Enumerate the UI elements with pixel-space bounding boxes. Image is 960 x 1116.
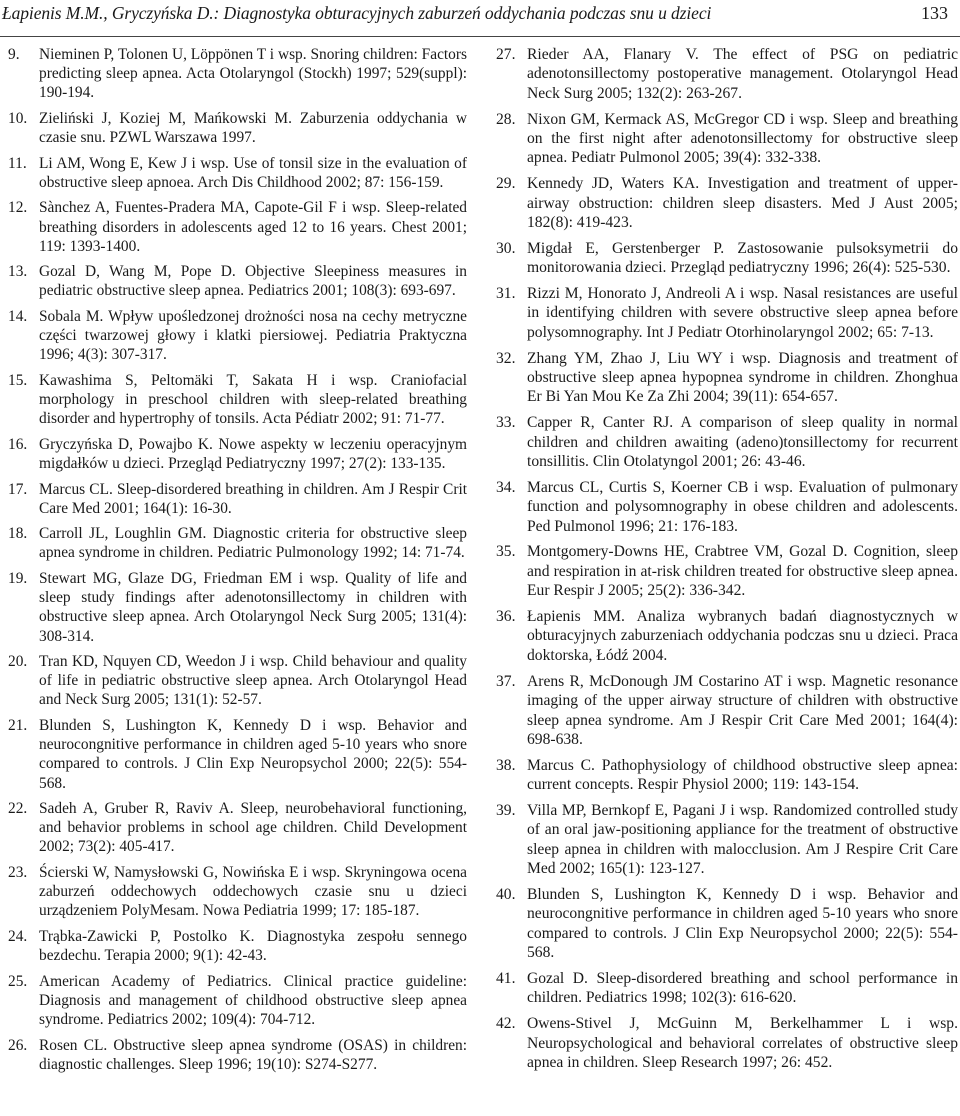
reference-item bbox=[8, 45, 467, 103]
reference-text: Capper R, Canter RJ. A comparison of sleep quality in normal children and children awaiting (adeno)tonsillectomy for recurrent tonsillitis. Clin Otolatyngol 2001; 26: 43-46. bbox=[527, 414, 958, 471]
reference-item bbox=[496, 413, 958, 471]
reference-item bbox=[496, 885, 958, 963]
reference-item bbox=[8, 1036, 467, 1074]
reference-number: 16. bbox=[8, 435, 28, 453]
reference-text: Zhang YM, Zhao J, Liu WY i wsp. Diagnosis and treatment of obstructive sleep apnea hypopnea syndrome in children. Zhonghua Er Bi Yan Mou Ke Za Zhi 2004; 39(11): 654-657. bbox=[527, 349, 958, 406]
reference-text: Nixon GM, Kermack AS, McGregor CD i wsp. Sleep and breathing on the first night after adenotonsillectomy for obstructive sleep apnea. Pediatr Pulmonol 2005; 39(4): 332-338. bbox=[527, 110, 958, 167]
reference-number: 24. bbox=[8, 927, 28, 945]
reference-item bbox=[8, 716, 467, 793]
reference-number: 17. bbox=[8, 480, 28, 498]
reference-text: Sobala M. Wpływ upośledzonej drożności nosa na cechy metryczne części twarzowej głowy i klatki piersiowej. Pediatria Praktyczna 1996; 4(3): 307-317. bbox=[39, 308, 467, 364]
reference-number: 42. bbox=[496, 1015, 516, 1033]
reference-text: Carroll JL, Loughlin GM. Diagnostic criteria for obstructive sleep apnea syndrome in children. Pediatric Pulmonology 1992; 14: 71-74. bbox=[39, 525, 467, 562]
reference-text: Owens-Stivel J, McGuinn M, Berkelhammer L i wsp. Neuropsychological and behavioral correlates of obstructive sleep apnea in children. Sleep Research 1997; 26: 452. bbox=[527, 1015, 958, 1071]
running-title: Łapienis M.M., Gryczyńska D.: Diagnostyka obturacyjnych zaburzeń oddychania podczas snu u dzieci bbox=[2, 3, 712, 23]
reference-number: 18. bbox=[8, 525, 28, 543]
reference-text: Kennedy JD, Waters KA. Investigation and treatment of upper-airway obstruction: children sleep disasters. Med J Aust 2005; 182(8): 419-423. bbox=[527, 175, 958, 232]
reference-text: Gozal D. Sleep-disordered breathing and school performance in children. Pediatrics 1998; 102(3): 616-620. bbox=[527, 969, 958, 1007]
reference-number: 30. bbox=[496, 239, 516, 257]
reference-item bbox=[8, 154, 467, 192]
reference-number: 12. bbox=[8, 199, 28, 217]
reference-number: 25. bbox=[8, 972, 28, 990]
reference-text: Ścierski W, Namysłowski G, Nowińska E i wsp. Skryningowa ocena zaburzeń oddechowych oddechowych czasie snu u dzieci urządzeniem PolyMesam. Nowa Pediatria 1999; 17: 185-187. bbox=[39, 864, 467, 920]
reference-number: 32. bbox=[496, 349, 516, 367]
reference-item bbox=[8, 799, 467, 857]
reference-number: 34. bbox=[496, 478, 516, 496]
reference-item bbox=[496, 478, 958, 536]
reference-item bbox=[8, 371, 467, 429]
reference-item bbox=[8, 435, 467, 473]
reference-text: Stewart MG, Glaze DG, Friedman EM i wsp. Quality of life and sleep study findings after adenotonsillectomy in children with obstructive sleep apnea. Arch Otolaryngol Neck Surg 2005; 131(4): 308-314. bbox=[39, 570, 467, 645]
reference-item bbox=[496, 110, 958, 168]
reference-text: Montgomery-Downs HE, Crabtree VM, Gozal D. Cognition, sleep and respiration in at-risk children treated for obstructive sleep apnea. Eur Respir J 2005; 25(2): 336-342. bbox=[527, 543, 958, 600]
reference-item bbox=[496, 174, 958, 232]
reference-number: 13. bbox=[8, 263, 28, 281]
reference-item bbox=[496, 607, 958, 665]
reference-item bbox=[8, 652, 467, 710]
reference-text: Rieder AA, Flanary V. The effect of PSG on pediatric adenotonsillectomy postoperative management. Otolaryngol Head Neck Surg 2005; 132(2): 263-267. bbox=[527, 46, 958, 102]
reference-text: Łapienis MM. Analiza wybranych badań diagnostycznych w obturacyjnych zaburzeniach oddychania podczas snu u dzieci. Praca doktorska, Łódź 2004. bbox=[527, 608, 958, 664]
reference-item bbox=[8, 524, 467, 562]
reference-item bbox=[496, 542, 958, 600]
reference-number: 35. bbox=[496, 543, 516, 561]
reference-number: 31. bbox=[496, 285, 516, 303]
reference-number: 40. bbox=[496, 885, 516, 903]
reference-number: 20. bbox=[8, 653, 28, 671]
reference-text: Marcus CL. Sleep-disordered breathing in children. Am J Respir Crit Care Med 2001; 164(1): 16-30. bbox=[39, 480, 467, 517]
reference-number: 14. bbox=[8, 308, 28, 326]
reference-text: Li AM, Wong E, Kew J i wsp. Use of tonsil size in the evaluation of obstructive sleep apnoea. Arch Dis Childhood 2002; 87: 156-159. bbox=[39, 154, 467, 191]
reference-number: 41. bbox=[496, 969, 516, 987]
reference-text: Sadeh A, Gruber R, Raviv A. Sleep, neurobehavioral functioning, and behavior problems in school age children. Child Development 2002; 73(2): 405-417. bbox=[39, 800, 467, 856]
reference-number: 36. bbox=[496, 608, 516, 626]
reference-text: Marcus C. Pathophysiology of childhood obstructive sleep apnea: current concepts. Respir Physiol 2000; 119: 143-154. bbox=[527, 756, 958, 794]
reference-number: 9. bbox=[8, 46, 20, 63]
reference-number: 39. bbox=[496, 801, 516, 819]
reference-text: Tran KD, Nquyen CD, Weedon J i wsp. Child behaviour and quality of life in pediatric obstructive sleep apnea. Arch Otolaryngol Head and Neck Surg 2005; 131(1): 52-57. bbox=[39, 653, 467, 709]
reference-number: 28. bbox=[496, 110, 516, 128]
reference-text: Arens R, McDonough JM Costarino AT i wsp. Magnetic resonance imaging of the upper airway structure of children with obstructive sleep apnea syndrome. Am J Respir Crit Care Med 2001; 164(4): 698-638. bbox=[527, 672, 958, 748]
reference-text: Gozal D, Wang M, Pope D. Objective Sleepiness measures in pediatric obstructive sleep apnea. Pediatrics 2001; 108(3): 693-697. bbox=[39, 263, 467, 300]
reference-text: Gryczyńska D, Powajbo K. Nowe aspekty w leczeniu operacyjnym migdałków u dzieci. Przegląd Pediatryczny 1997; 27(2): 133-135. bbox=[39, 435, 467, 472]
reference-item bbox=[496, 45, 958, 103]
reference-number: 19. bbox=[8, 570, 28, 588]
reference-text: Kawashima S, Peltomäki T, Sakata H i wsp. Craniofacial morphology in preschool children with sleep-related breathing disorder and hypertrophy of tonsils. Acta Pédiatr 2002; 91: 71-77. bbox=[39, 371, 467, 428]
reference-item bbox=[496, 239, 958, 278]
reference-item bbox=[8, 307, 467, 365]
reference-item bbox=[8, 109, 467, 147]
reference-text: Zieliński J, Koziej M, Mańkowski M. Zaburzenia oddychania w czasie snu. PZWL Warszawa 1997. bbox=[39, 109, 467, 147]
reference-number: 11. bbox=[8, 154, 27, 172]
reference-text: Blunden S, Lushington K, Kennedy D i wsp. Behavior and neurocongnitive performance in children aged 5-10 years who snore compared to controls. J Clin Exp Neuropsychol 2000; 22(5): 554-568. bbox=[527, 885, 958, 962]
reference-number: 22. bbox=[8, 800, 28, 818]
references-right-column bbox=[496, 45, 958, 1079]
reference-text: Blunden S, Lushington K, Kennedy D i wsp. Behavior and neurocongnitive performance in children aged 5-10 years who snore compared to controls. J Clin Exp Neuropsychol 2000; 22(5): 554-568. bbox=[39, 717, 467, 792]
reference-item bbox=[8, 972, 467, 1030]
reference-number: 33. bbox=[496, 414, 516, 432]
page-header bbox=[0, 0, 960, 37]
reference-text: Trąbka-Zawicki P, Postolko K. Diagnostyka zespołu sennego bezdechu. Terapia 2000; 9(1): 42-43. bbox=[39, 927, 467, 965]
reference-number: 10. bbox=[8, 109, 28, 127]
reference-text: Marcus CL, Curtis S, Koerner CB i wsp. Evaluation of pulmonary function and polysomnography in obese children and adolescents. Ped Pulmonol 1996; 21: 176-183. bbox=[527, 478, 958, 535]
reference-text: Villa MP, Bernkopf E, Pagani J i wsp. Randomized controlled study of an oral jaw-positioning appliance for the treatment of obstructive sleep apnea in children with malocclusion. Am J Respire Crit Care Med 2002; 165(1): 123-127. bbox=[527, 801, 958, 878]
reference-item bbox=[496, 672, 958, 750]
reference-number: 29. bbox=[496, 175, 516, 193]
reference-number: 23. bbox=[8, 864, 28, 881]
reference-text: Rizzi M, Honorato J, Andreoli A i wsp. Nasal resistances are useful in identifying children with severe obstructive sleep apnea before polysomnography. Int J Pediatr Otorhinolaryngol 2002; 65: 7-13. bbox=[527, 285, 958, 341]
references-left-column bbox=[8, 45, 467, 1080]
reference-item bbox=[496, 349, 958, 407]
reference-item bbox=[496, 969, 958, 1008]
reference-item bbox=[8, 198, 467, 256]
reference-item bbox=[8, 480, 467, 518]
reference-number: 27. bbox=[496, 46, 516, 63]
reference-item bbox=[496, 756, 958, 795]
reference-number: 15. bbox=[8, 371, 28, 389]
reference-number: 37. bbox=[496, 672, 516, 690]
reference-number: 21. bbox=[8, 717, 28, 735]
reference-text: Sànchez A, Fuentes-Pradera MA, Capote-Gil F i wsp. Sleep-related breathing disorders in adolescents aged 12 to 16 years. Chest 2001; 119: 1393-1400. bbox=[39, 199, 467, 255]
reference-item bbox=[496, 284, 958, 342]
reference-item bbox=[8, 863, 467, 921]
reference-item bbox=[8, 262, 467, 300]
reference-item bbox=[496, 1014, 958, 1072]
reference-item bbox=[496, 801, 958, 879]
reference-text: Rosen CL. Obstructive sleep apnea syndrome (OSAS) in children: diagnostic challenges. Sleep 1996; 19(10): S274-S277. bbox=[39, 1036, 467, 1073]
reference-text: American Academy of Pediatrics. Clinical practice guideline: Diagnosis and management of childhood obstructive sleep apnea syndrome. Pediatrics 2002; 109(4): 704-712. bbox=[39, 972, 467, 1028]
reference-item bbox=[8, 569, 467, 646]
reference-text: Nieminen P, Tolonen U, Löppönen T i wsp. Snoring children: Factors predicting sleep apnea. Acta Otolaryngol (Stockh) 1997; 529(suppl): 190-194. bbox=[39, 46, 467, 102]
reference-text: Migdał E, Gerstenberger P. Zastosowanie pulsoksymetrii do monitorowania dzieci. Przegląd pediatryczny 1996; 26(4): 525-530. bbox=[527, 239, 958, 277]
reference-item bbox=[8, 927, 467, 965]
reference-number: 26. bbox=[8, 1036, 28, 1054]
page-number: 133 bbox=[921, 3, 948, 23]
reference-number: 38. bbox=[496, 756, 516, 774]
